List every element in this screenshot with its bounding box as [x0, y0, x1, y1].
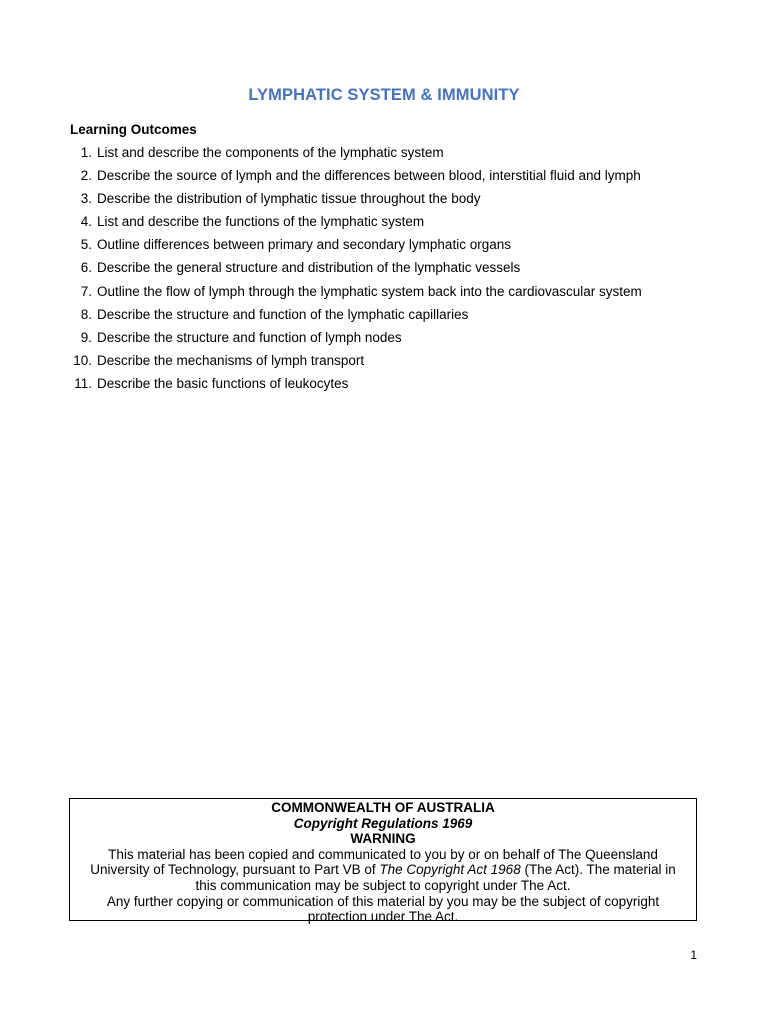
- list-item-text: Outline differences between primary and secondary lymphatic organs: [97, 237, 511, 253]
- list-item-number: 1.: [80, 145, 92, 160]
- list-item: [70, 375, 710, 398]
- list-item: [70, 213, 710, 236]
- list-item: [70, 190, 710, 213]
- list-item-number: 10.: [73, 352, 92, 368]
- list-item: [70, 236, 710, 259]
- notice-heading: COMMONWEALTH OF AUSTRALIA: [271, 800, 495, 815]
- list-item-text: Describe the source of lymph and the differences between blood, interstitial fluid and lymph: [97, 168, 641, 184]
- list-item-number: 11.: [74, 375, 92, 391]
- list-item-text: Outline the flow of lymph through the lymphatic system back into the cardiovascular system: [97, 283, 642, 299]
- list-item-number: 5.: [80, 237, 92, 253]
- copyright-notice: [69, 798, 697, 925]
- list-item-number: 6.: [80, 260, 92, 276]
- list-item: [70, 283, 710, 306]
- notice-paragraph-1: [70, 847, 696, 894]
- list-item-text: Describe the general structure and distribution of the lymphatic vessels: [97, 260, 521, 276]
- list-item-number: 7.: [80, 283, 92, 299]
- list-item-number: 2.: [80, 168, 92, 184]
- list-item-text: List and describe the functions of the lymphatic system: [97, 214, 425, 230]
- list-item-text: Describe the distribution of lymphatic tissue throughout the body: [97, 191, 481, 207]
- list-item: [70, 329, 710, 352]
- list-item: [70, 144, 710, 167]
- notice-warning: WARNING: [350, 831, 416, 847]
- list-item-text: Describe the structure and function of the lymphatic capillaries: [97, 306, 469, 322]
- document-title: LYMPHATIC SYSTEM & IMMUNITY: [248, 86, 520, 104]
- notice-regulations: Copyright Regulations 1969: [293, 815, 473, 831]
- list-item: [70, 306, 710, 329]
- list-item-number: 4.: [80, 214, 92, 230]
- page-number: 1: [690, 948, 697, 962]
- notice-paragraph-1-text-b: (The Act). The material in this communication may be subject to copyright under The Act.: [195, 862, 676, 893]
- list-item: [70, 167, 710, 190]
- list-item-text: Describe the basic functions of leukocytes: [97, 375, 349, 391]
- section-heading: Learning Outcomes: [70, 122, 197, 137]
- list-item: [70, 352, 710, 375]
- list-item-text: Describe the structure and function of lymph nodes: [97, 329, 402, 345]
- notice-paragraph-1-text-a: This material has been copied and communicated to you by or on behalf of The Queensland University of Technology, pursuant to Part VB of: [90, 846, 658, 878]
- notice-act-title: The Copyright Act 1968: [379, 862, 521, 878]
- list-item: [70, 259, 710, 282]
- list-item-text: Describe the mechanisms of lymph transport: [97, 352, 365, 368]
- learning-outcomes-list: [70, 144, 710, 398]
- notice-paragraph-2: Any further copying or communication of this material by you may be the subject of copyright protection under The Act.: [106, 893, 660, 925]
- list-item-number: 3.: [80, 191, 92, 207]
- list-item-number: 9.: [80, 329, 92, 345]
- list-item-number: 8.: [80, 306, 92, 322]
- list-item-text: List and describe the components of the lymphatic system: [97, 145, 444, 160]
